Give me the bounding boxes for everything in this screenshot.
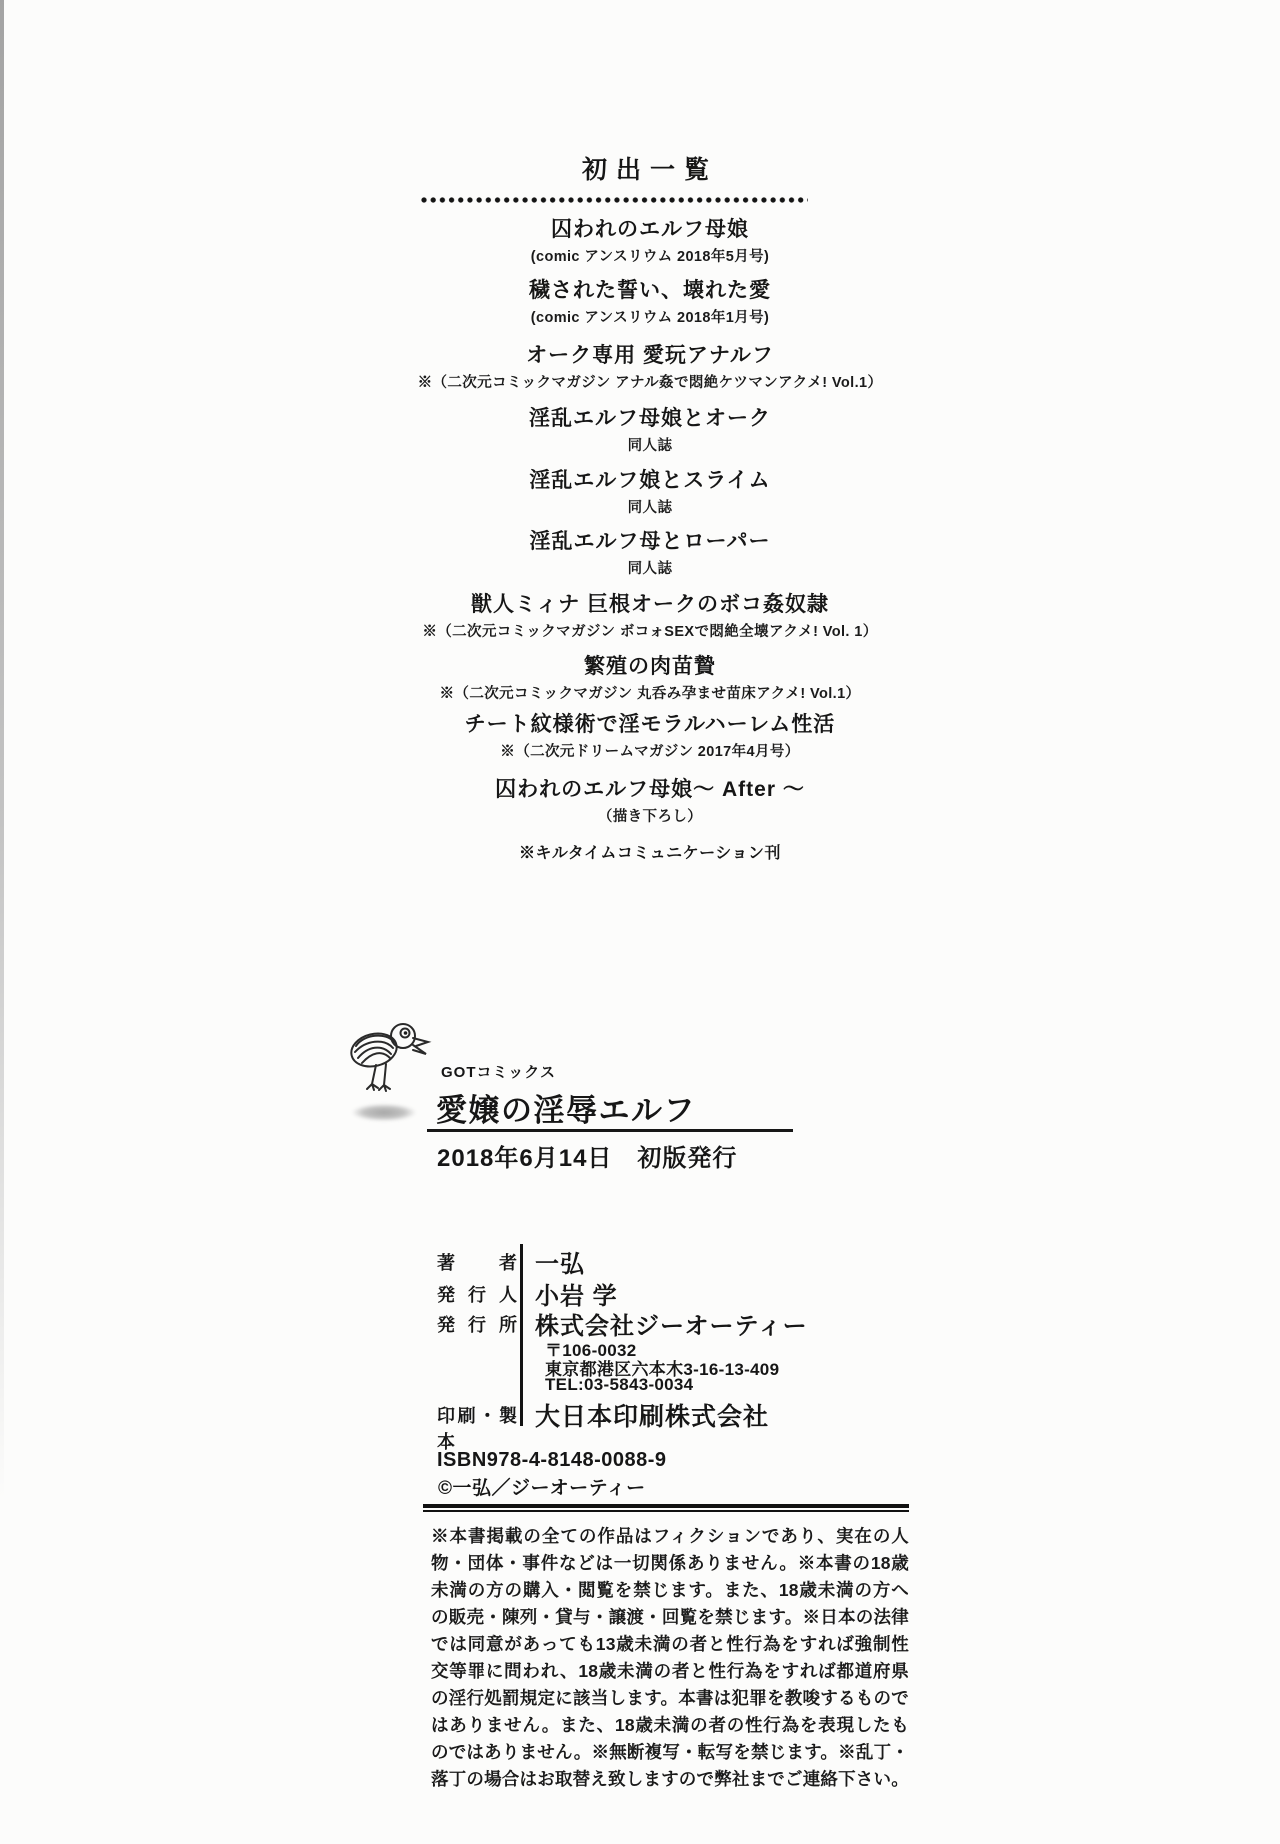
work-source: （描き下ろし） bbox=[597, 809, 703, 826]
work-title: 淫乱エルフ娘とスライム bbox=[529, 469, 771, 492]
publication-entry bbox=[370, 655, 930, 703]
work-title: 淫乱エルフ母とローパー bbox=[529, 530, 771, 553]
work-source: (comic アンスリウム 2018年1月号) bbox=[530, 310, 770, 327]
work-source: ※（二次元コミックマガジン ボコォSEXで悶絶全壊アクメ! Vol. 1） bbox=[422, 624, 878, 641]
work-source: ※（二次元コミックマガジン 丸呑み孕ませ苗床アクメ! Vol.1） bbox=[439, 686, 861, 703]
publication-entry bbox=[370, 344, 930, 392]
work-title: 囚われのエルフ母娘 bbox=[551, 218, 749, 241]
work-title: 獣人ミィナ 巨根オークのボコ姦奴隷 bbox=[471, 593, 829, 616]
legal-disclaimer: ※本書掲載の全ての作品はフィクションであり、実在の人物・団体・事件などは一切関係ありません。※本書の18歳未満の方の購入・閲覧を禁じます。また、18歳未満の方への販売・陳列・貸与・譲渡・回覧を禁じます。※日本の法律では同意があっても13歳未満の者と性行為をすれば強制性交等罪に問われ、18歳未満の者と性行為をすれば都道府県の淫行処罰規定に該当します。本書は犯罪を教唆するものではありません。また、18歳未満の者の性行為を表現したものではありません。※無断複写・転写を禁じます。※乱丁・落丁の場合はお取替え致しますので弊社までご連絡下さい。 bbox=[431, 1526, 909, 1789]
work-title: 繁殖の肉苗贄 bbox=[584, 655, 716, 678]
credits-divider-line bbox=[520, 1244, 523, 1426]
copyright: ©一弘／ジーオーティー bbox=[438, 1478, 646, 1499]
title-underline bbox=[427, 1129, 793, 1132]
publisher-tel: TEL:03-5843-0034 bbox=[545, 1375, 694, 1394]
publication-entry bbox=[370, 407, 930, 455]
work-source: 同人誌 bbox=[627, 438, 673, 455]
publisher-person-name: 小岩 学 bbox=[535, 1283, 618, 1310]
publication-entry bbox=[370, 218, 930, 266]
publication-entry bbox=[370, 593, 930, 641]
work-title: オーク専用 愛玩アナルフ bbox=[526, 344, 774, 367]
work-title: 囚われのエルフ母娘～ After ～ bbox=[495, 778, 805, 801]
publication-entry bbox=[370, 713, 930, 761]
work-title: 淫乱エルフ母娘とオーク bbox=[529, 407, 771, 430]
work-source: 同人誌 bbox=[627, 500, 673, 517]
publisher-person-label: 発行人 bbox=[437, 1285, 517, 1305]
publication-entry bbox=[370, 778, 930, 826]
publisher-note: ※キルタイムコミュニケーション刊 bbox=[519, 845, 781, 862]
imprint-label: GOTコミックス bbox=[441, 1064, 557, 1081]
book-title: 愛嬢の淫辱エルフ bbox=[436, 1093, 696, 1128]
publisher-address: 東京都港区六本木3-16-13-409 bbox=[545, 1360, 780, 1379]
publication-entry bbox=[370, 469, 930, 517]
bird-shadow bbox=[352, 1104, 416, 1121]
edition-date: 2018年6月14日 初版発行 bbox=[437, 1145, 738, 1172]
publication-entry bbox=[370, 530, 930, 578]
publisher-name: 株式会社ジーオーティー bbox=[535, 1313, 808, 1340]
author-name: 一弘 bbox=[535, 1251, 585, 1278]
dotted-divider bbox=[420, 196, 808, 204]
printing-company: 大日本印刷株式会社 bbox=[535, 1403, 770, 1431]
printing-label: 印刷・製本 bbox=[437, 1406, 517, 1452]
work-source: ※（二次元ドリームマガジン 2017年4月号） bbox=[500, 744, 800, 761]
scan-edge-artifact bbox=[0, 0, 4, 1500]
author-label: 著者 bbox=[437, 1253, 517, 1273]
work-title: チート紋様術で淫モラルハーレム性活 bbox=[464, 713, 836, 736]
isbn: ISBN978-4-8148-0088-9 bbox=[437, 1449, 667, 1471]
work-source: (comic アンスリウム 2018年5月号) bbox=[530, 249, 770, 266]
publication-entry bbox=[370, 279, 930, 327]
work-source: 同人誌 bbox=[627, 561, 673, 578]
publisher-label: 発行所 bbox=[437, 1315, 517, 1335]
publisher-postal-code: 〒106-0032 bbox=[545, 1341, 637, 1360]
work-source: ※（二次元コミックマガジン アナル姦で悶絶ケツマンアクメ! Vol.1） bbox=[417, 375, 883, 392]
first-publication-list-title: 初出一覧 bbox=[581, 156, 718, 184]
work-title: 穢された誓い、壊れた愛 bbox=[529, 279, 771, 302]
disclaimer-top-rule bbox=[423, 1504, 909, 1512]
bird-doodle-icon bbox=[346, 1016, 432, 1105]
